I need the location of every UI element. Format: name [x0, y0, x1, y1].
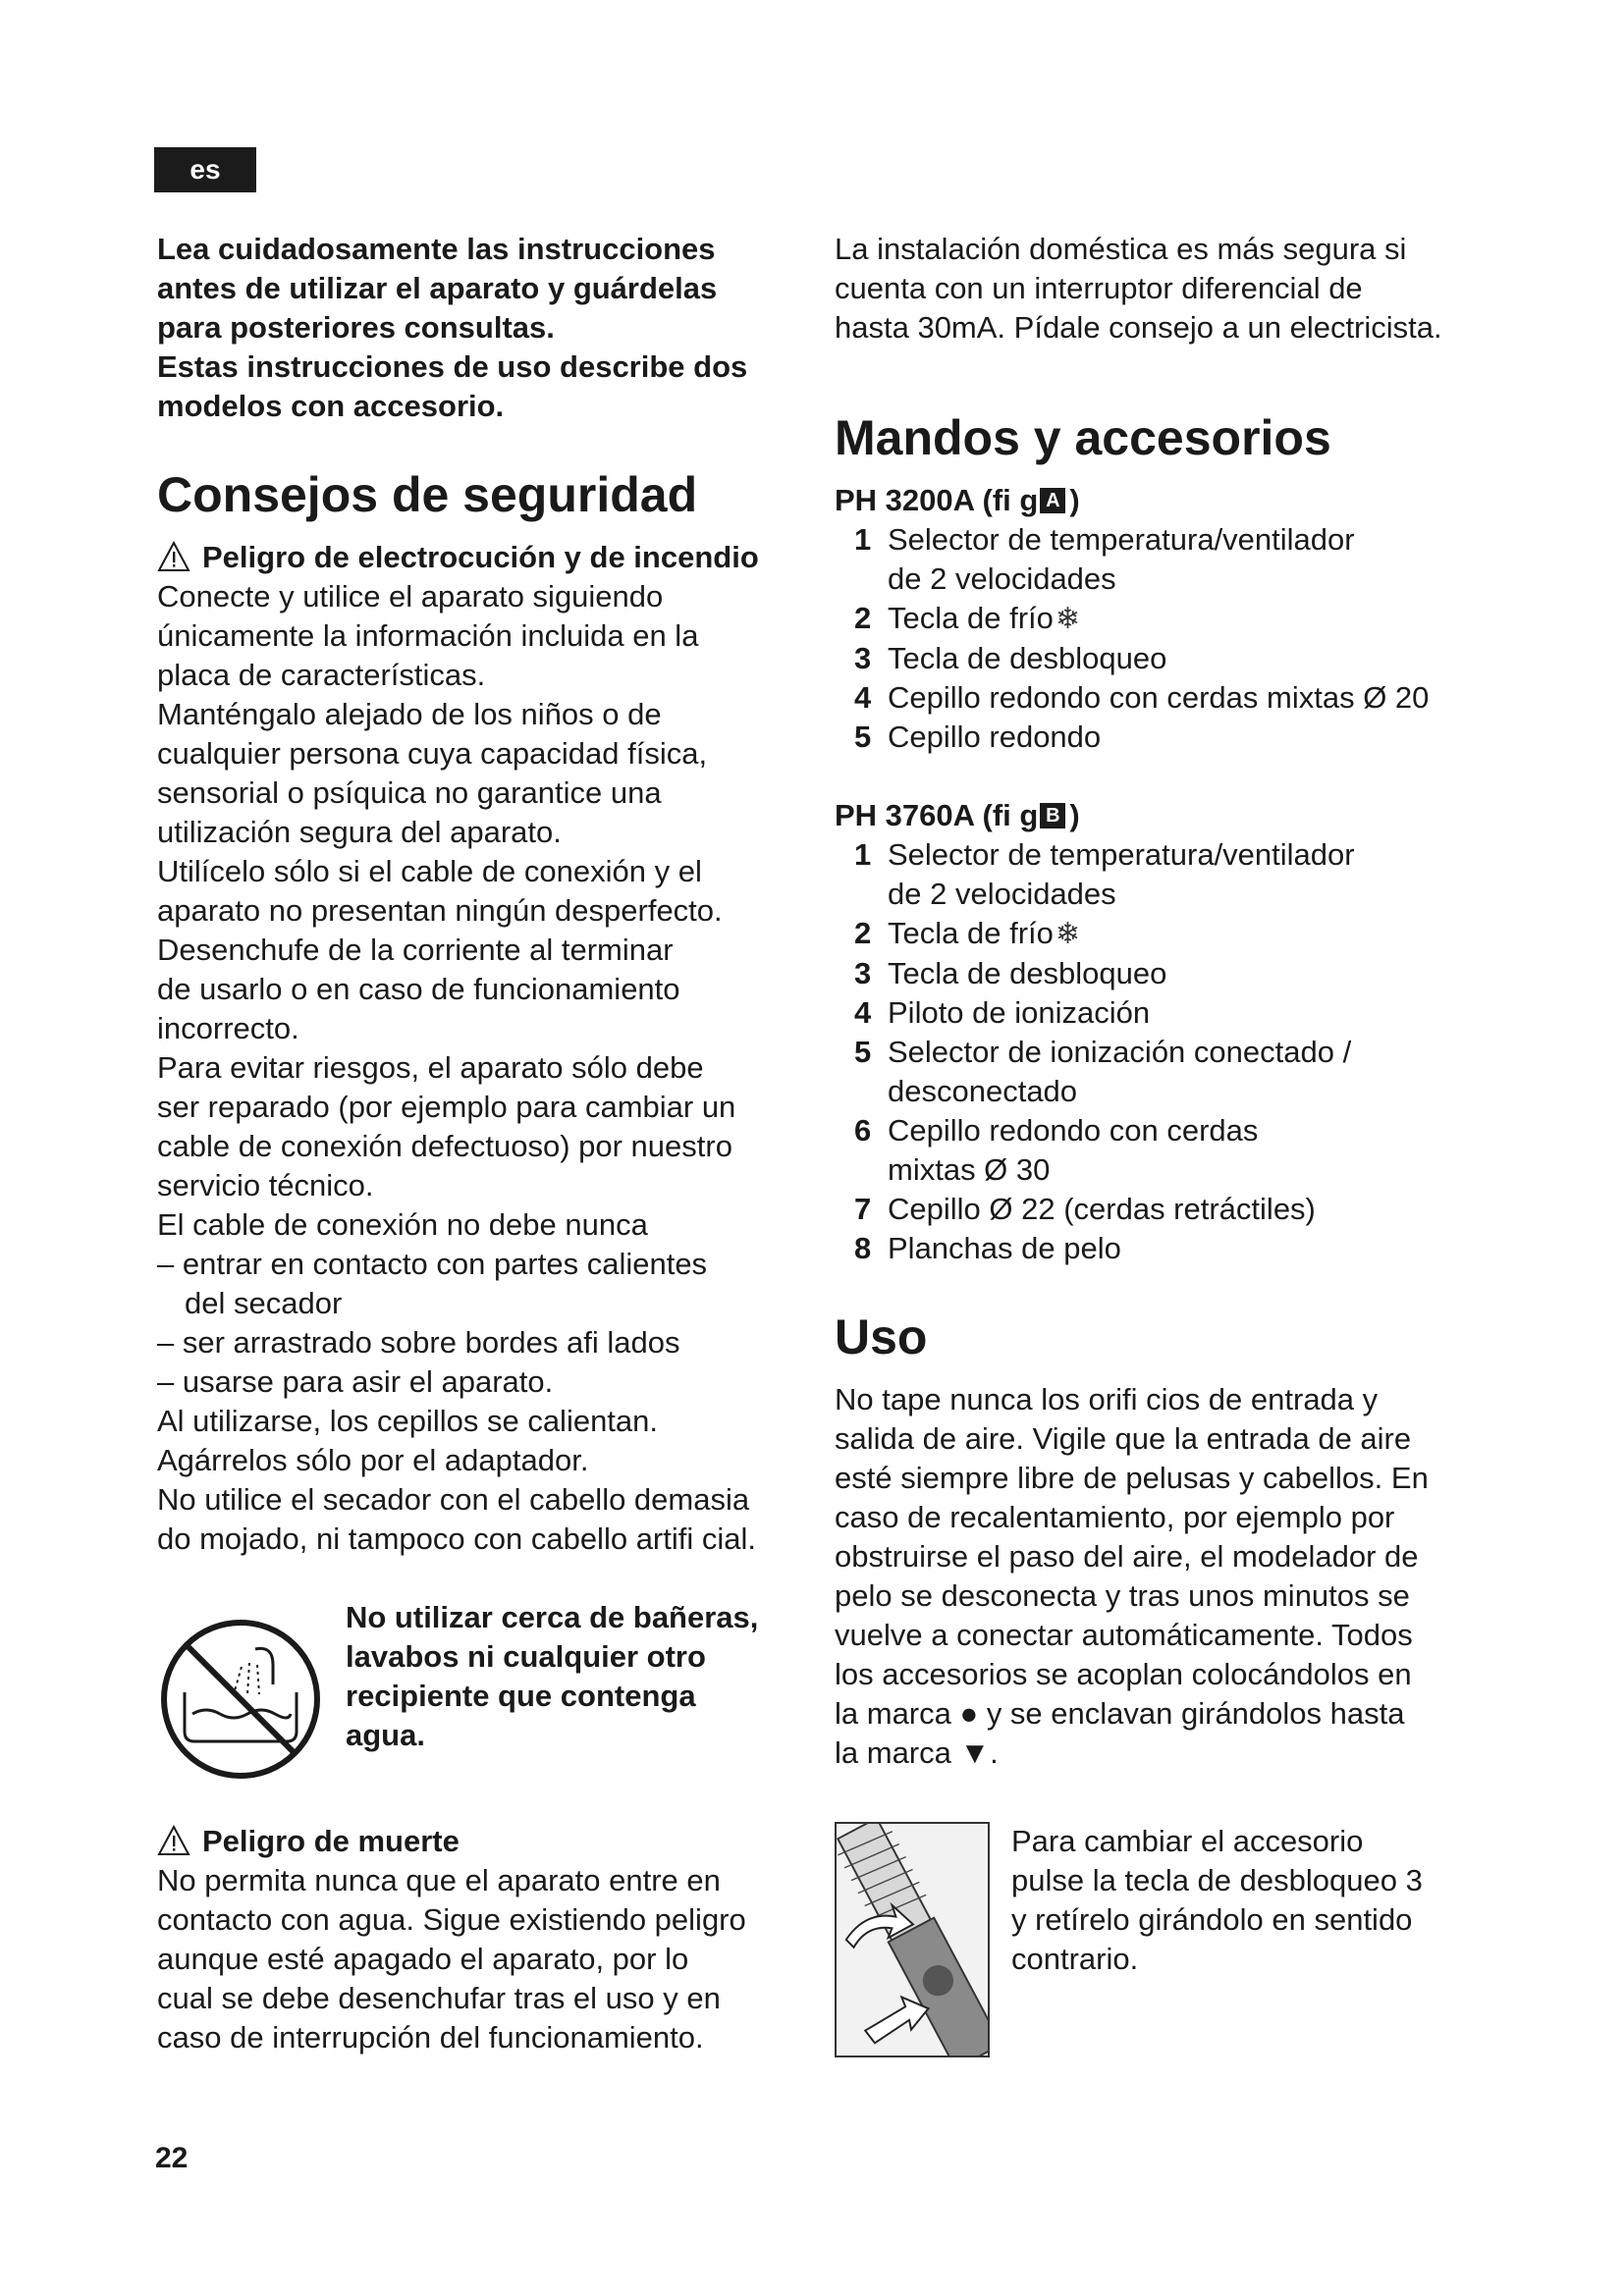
body-line: El cable de conexión no debe nunca — [157, 1207, 648, 1242]
item-text: Cepillo redondo — [888, 720, 1102, 754]
item-number: 6 — [854, 1113, 872, 1148]
item-text: mixtas Ø 30 — [888, 1152, 1051, 1187]
body-line: caso de interrupción del funcionamiento. — [157, 2020, 704, 2055]
body-line: No tape nunca los orifi cios de entrada y — [835, 1382, 1379, 1416]
body-line: hasta 30mA. Pídale consejo a un electricista. — [835, 310, 1442, 345]
snowflake-icon: ❄ — [1055, 918, 1081, 950]
item-number: 3 — [854, 956, 872, 990]
item-number: 4 — [854, 680, 872, 715]
body-line: Conecte y utilice el aparato siguiendo — [157, 579, 664, 614]
intro-line: Lea cuidadosamente las instrucciones — [157, 232, 716, 266]
item-text: Tecla de frío — [888, 601, 1054, 635]
body-line: servicio técnico. — [157, 1168, 374, 1202]
item-number: 2 — [854, 916, 872, 950]
body-line: pelo se desconecta y tras unos minutos se — [835, 1578, 1410, 1613]
list-item — [835, 835, 1492, 875]
body-line: placa de características. — [157, 658, 486, 692]
list-item — [835, 718, 1492, 757]
dash-item: – usarse para asir el aparato. — [157, 1364, 554, 1399]
controls-heading: Mandos y accesorios — [835, 410, 1331, 465]
body-line: cuenta con un interruptor diferencial de — [835, 271, 1363, 305]
item-text: Selector de temperatura/ventilador — [888, 522, 1355, 557]
list-item-continued — [835, 1072, 1492, 1111]
rcd-note — [835, 230, 1492, 347]
list-item-continued — [835, 1150, 1492, 1190]
item-number: 4 — [854, 995, 872, 1030]
body-line: cual se debe desenchufar tras el uso y en — [157, 1981, 721, 2015]
use-heading: Uso — [835, 1309, 928, 1364]
list-item — [835, 1229, 1492, 1268]
body-line: Para cambiar el accesorio — [1011, 1824, 1364, 1858]
bath-warning-line: agua. — [346, 1718, 425, 1752]
item-text: de 2 velocidades — [888, 561, 1116, 596]
safety-heading: Consejos de seguridad — [157, 467, 698, 522]
language-tag: es — [154, 147, 256, 192]
item-number: 1 — [854, 522, 872, 557]
body-line: salida de aire. Vigile que la entrada de aire — [835, 1421, 1412, 1456]
intro-line: para posteriores consultas. — [157, 310, 555, 345]
warning-triangle-icon — [157, 1824, 190, 1857]
body-line: la marca ● y se enclavan girándolos hasta — [835, 1696, 1405, 1731]
list-item — [835, 520, 1492, 560]
use-body — [835, 1380, 1492, 1773]
bath-warning-block — [157, 1598, 805, 1783]
warning-title-text: Peligro de muerte — [202, 1824, 460, 1858]
body-line: Para evitar riesgos, el aparato sólo debe — [157, 1050, 704, 1085]
accessory-change-text — [1011, 1822, 1423, 1979]
body-line: los accesorios se acoplan colocándolos en — [835, 1657, 1412, 1691]
item-text: Selector de temperatura/ventilador — [888, 837, 1355, 872]
item-number: 8 — [854, 1231, 872, 1265]
item-text: desconectado — [888, 1074, 1078, 1108]
accessory-removal-illustration — [835, 1822, 990, 2057]
body-line: Al utilizarse, los cepillos se calientan. — [157, 1404, 659, 1438]
body-line: y retírelo girándolo en sentido — [1011, 1902, 1413, 1937]
list-item — [835, 954, 1492, 993]
body-line: esté siempre libre de pelusas y cabellos. En — [835, 1461, 1429, 1495]
item-number: 3 — [854, 641, 872, 675]
list-item — [835, 1190, 1492, 1229]
item-number: 5 — [854, 720, 872, 754]
warning-title-text: Peligro de electrocución y de incendio — [202, 540, 759, 574]
body-line: Utilícelo sólo si el cable de conexión y el — [157, 854, 702, 888]
item-number: 1 — [854, 837, 872, 872]
item-text: Cepillo redondo con cerdas — [888, 1113, 1259, 1148]
dash-item-continued: del secador — [185, 1286, 343, 1320]
intro-line: antes de utilizar el aparato y guárdelas — [157, 271, 718, 305]
bath-warning-line: lavabos ni cualquier otro — [346, 1639, 706, 1674]
list-item — [835, 1111, 1492, 1150]
item-number: 7 — [854, 1192, 872, 1226]
body-line: obstruirse el paso del aire, el modelador de — [835, 1539, 1419, 1574]
body-line: Manténgalo alejado de los niños o de — [157, 697, 662, 731]
item-text: Piloto de ionización — [888, 995, 1151, 1030]
death-warning-title — [157, 1822, 805, 1861]
body-line: aunque esté apagado el aparato, por lo — [157, 1942, 689, 1976]
item-text: de 2 velocidades — [888, 877, 1116, 911]
intro-text — [157, 230, 805, 426]
body-line: contacto con agua. Sigue existiendo peligro — [157, 1902, 746, 1937]
item-text: Tecla de frío — [888, 916, 1054, 950]
body-line: caso de recalentamiento, por ejemplo por — [835, 1500, 1395, 1534]
body-line: La instalación doméstica es más segura si — [835, 232, 1407, 266]
model-a-close: ) — [1069, 483, 1080, 517]
body-line: contrario. — [1011, 1942, 1139, 1976]
bath-warning-line: recipiente que contenga — [346, 1679, 696, 1713]
body-line: cualquier persona cuya capacidad física, — [157, 736, 708, 771]
body-line: No permita nunca que el aparato entre en — [157, 1863, 721, 1897]
model-b-name: PH 3760A (fi g — [835, 798, 1039, 832]
list-item — [835, 599, 1492, 639]
body-line: la marca ▼. — [835, 1735, 999, 1770]
model-b-parts-list — [835, 835, 1492, 1268]
dash-item: – ser arrastrado sobre bordes afi lados — [157, 1325, 680, 1360]
figure-b-badge: B — [1040, 803, 1065, 828]
body-line: Desenchufe de la corriente al terminar — [157, 933, 674, 967]
list-item — [835, 1033, 1492, 1072]
body-line: ser reparado (por ejemplo para cambiar un — [157, 1090, 736, 1124]
body-line: de usarlo o en caso de funcionamiento — [157, 972, 680, 1006]
left-column — [157, 230, 805, 2057]
body-line: sensorial o psíquica no garantice una — [157, 775, 662, 810]
body-line: únicamente la información incluida en la — [157, 618, 699, 653]
model-a-name: PH 3200A (fi g — [835, 483, 1039, 517]
snowflake-icon: ❄ — [1055, 603, 1081, 635]
right-column — [835, 230, 1492, 2057]
model-a-title — [835, 481, 1492, 520]
item-number: 5 — [854, 1035, 872, 1069]
item-text: Planchas de pelo — [888, 1231, 1121, 1265]
electrocution-warning-body — [157, 577, 805, 1559]
electrocution-warning-title — [157, 538, 805, 577]
warning-triangle-icon — [157, 540, 190, 573]
accessory-change-block — [835, 1822, 1492, 2057]
item-text: Selector de ionización conectado / — [888, 1035, 1352, 1069]
body-line: Agárrelos sólo por el adaptador. — [157, 1443, 589, 1477]
item-text: Cepillo redondo con cerdas mixtas Ø 20 — [888, 680, 1430, 715]
item-text: Tecla de desbloqueo — [888, 956, 1167, 990]
body-line: utilización segura del aparato. — [157, 815, 562, 849]
death-warning-body — [157, 1861, 805, 2057]
model-b-title — [835, 796, 1492, 835]
no-water-bath-icon — [157, 1616, 324, 1783]
list-item-continued — [835, 560, 1492, 599]
list-item — [835, 639, 1492, 678]
body-line: incorrecto. — [157, 1011, 299, 1045]
body-line: cable de conexión defectuoso) por nuestro — [157, 1129, 732, 1163]
dash-item: – entrar en contacto con partes calientes — [157, 1247, 708, 1281]
bath-warning-text — [346, 1598, 758, 1755]
item-number: 2 — [854, 601, 872, 635]
body-line: do mojado, ni tampoco con cabello artifi cial. — [157, 1522, 756, 1556]
list-item — [835, 993, 1492, 1033]
model-b-close: ) — [1069, 798, 1080, 832]
list-item — [835, 914, 1492, 954]
intro-line: modelos con accesorio. — [157, 389, 505, 423]
figure-a-badge: A — [1040, 488, 1065, 513]
list-item — [835, 678, 1492, 718]
list-item-continued — [835, 875, 1492, 914]
model-a-parts-list — [835, 520, 1492, 757]
body-line: pulse la tecla de desbloqueo 3 — [1011, 1863, 1423, 1897]
body-line: No utilice el secador con el cabello demasia — [157, 1482, 750, 1517]
bath-warning-line: No utilizar cerca de bañeras, — [346, 1600, 759, 1634]
intro-line: Estas instrucciones de uso describe dos — [157, 349, 748, 384]
body-line: aparato no presentan ningún desperfecto. — [157, 893, 723, 928]
item-text: Cepillo Ø 22 (cerdas retráctiles) — [888, 1192, 1316, 1226]
item-text: Tecla de desbloqueo — [888, 641, 1167, 675]
page-number: 22 — [155, 2142, 189, 2174]
body-line: vuelve a conectar automáticamente. Todos — [835, 1618, 1413, 1652]
